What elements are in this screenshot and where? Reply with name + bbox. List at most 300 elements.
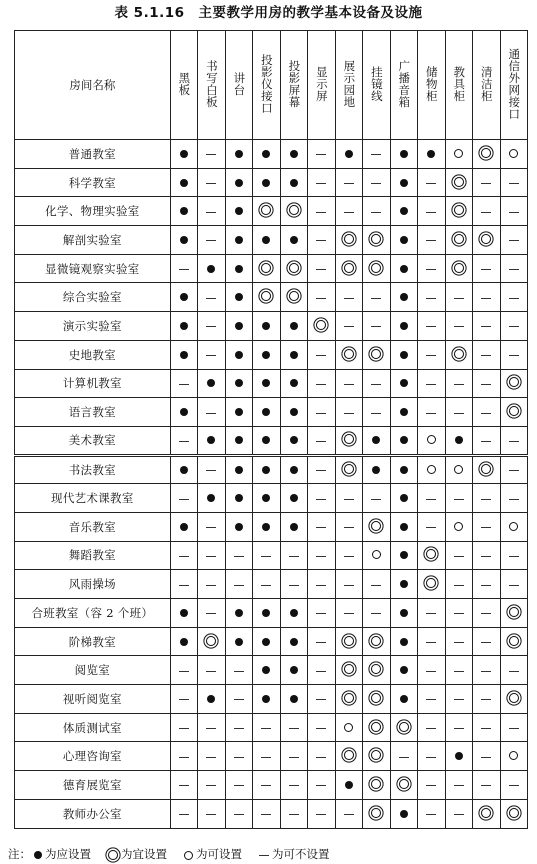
mark-cell (418, 398, 445, 427)
mark-cell (473, 599, 500, 628)
mark-cell (418, 771, 445, 800)
room-name-cell: 音乐教室 (15, 512, 171, 541)
mark-cell (445, 771, 472, 800)
optional-mark-icon (454, 465, 463, 474)
mark-cell (308, 570, 335, 599)
not-required-mark-icon (261, 728, 271, 729)
not-required-mark-icon (426, 499, 436, 500)
required-mark-icon (290, 379, 298, 387)
mark-cell (198, 226, 225, 255)
not-required-mark-icon (316, 699, 326, 700)
mark-cell (308, 426, 335, 455)
not-required-mark-icon (481, 269, 491, 270)
mark-cell (500, 541, 528, 570)
required-mark-icon (400, 580, 408, 588)
mark-cell (363, 742, 390, 771)
optional-mark-icon (427, 435, 436, 444)
mark-cell (280, 140, 307, 169)
mark-cell (225, 455, 252, 484)
mark-cell (363, 455, 390, 484)
preferred-mark-icon (206, 636, 216, 646)
not-required-mark-icon (316, 757, 326, 758)
optional-mark-icon (454, 149, 463, 158)
mark-cell (445, 140, 472, 169)
header-equipment: 教具柜 (445, 31, 472, 140)
table-row (15, 340, 528, 369)
required-mark-icon (180, 207, 188, 215)
mark-cell (418, 512, 445, 541)
optional-mark-icon (454, 522, 463, 531)
not-required-mark-icon (316, 585, 326, 586)
required-mark-icon (262, 408, 270, 416)
not-required-mark-icon (481, 355, 491, 356)
mark-cell (445, 369, 472, 398)
not-required-mark-icon (206, 814, 216, 815)
mark-cell (473, 541, 500, 570)
required-mark-icon (290, 609, 298, 617)
mark-cell (500, 685, 528, 714)
not-required-mark-icon (206, 326, 216, 327)
mark-cell (418, 570, 445, 599)
mark-cell (198, 771, 225, 800)
preferred-mark-icon (426, 549, 436, 559)
mark-cell (390, 541, 417, 570)
not-required-mark-icon (481, 642, 491, 643)
not-required-mark-icon (261, 556, 271, 557)
mark-cell (473, 197, 500, 226)
mark-cell (225, 627, 252, 656)
not-required-mark-icon (261, 757, 271, 758)
mark-cell (170, 254, 197, 283)
legend-prefix: 注： (8, 847, 31, 861)
room-name-cell: 科学教室 (15, 168, 171, 197)
mark-cell (500, 140, 528, 169)
header-equipment: 清洁柜 (473, 31, 500, 140)
room-name-cell: 史地教室 (15, 340, 171, 369)
mark-cell (225, 226, 252, 255)
mark-cell (363, 369, 390, 398)
table-row (15, 455, 528, 484)
not-required-mark-icon (261, 814, 271, 815)
mark-cell (253, 484, 280, 513)
mark-cell (280, 742, 307, 771)
required-mark-icon (262, 379, 270, 387)
mark-cell (253, 656, 280, 685)
not-required-mark-icon (481, 613, 491, 614)
required-mark-icon (235, 293, 243, 301)
mark-cell (170, 340, 197, 369)
not-required-mark-icon (481, 585, 491, 586)
mark-cell (198, 254, 225, 283)
mark-cell (335, 369, 362, 398)
not-required-mark-icon (426, 757, 436, 758)
mark-cell (418, 541, 445, 570)
required-mark-icon (235, 322, 243, 330)
room-name-cell: 语言教室 (15, 398, 171, 427)
mark-cell (363, 656, 390, 685)
preferred-mark-icon (344, 434, 354, 444)
mark-cell (170, 226, 197, 255)
preferred-mark-icon (509, 377, 519, 387)
mark-cell (308, 512, 335, 541)
not-required-mark-icon (316, 298, 326, 299)
not-required-mark-icon (206, 585, 216, 586)
required-mark-icon (372, 466, 380, 474)
mark-cell (253, 226, 280, 255)
preferred-mark-icon (371, 808, 381, 818)
not-required-mark-icon (454, 699, 464, 700)
table-row (15, 369, 528, 398)
not-required-mark-icon (206, 298, 216, 299)
not-required-mark-icon (454, 384, 464, 385)
not-required-mark-icon (481, 499, 491, 500)
legend (8, 845, 528, 863)
mark-cell (445, 197, 472, 226)
mark-cell (390, 398, 417, 427)
mark-cell (170, 455, 197, 484)
mark-cell (500, 656, 528, 685)
mark-cell (363, 197, 390, 226)
mark-cell (198, 512, 225, 541)
mark-cell (363, 398, 390, 427)
not-required-mark-icon (481, 671, 491, 672)
mark-cell (418, 340, 445, 369)
mark-cell (418, 369, 445, 398)
not-required-mark-icon (234, 671, 244, 672)
mark-cell (198, 369, 225, 398)
mark-cell (225, 168, 252, 197)
not-required-mark-icon (481, 183, 491, 184)
required-mark-icon (290, 150, 298, 158)
not-required-mark-icon (179, 585, 189, 586)
mark-cell (225, 799, 252, 828)
mark-cell (308, 398, 335, 427)
mark-cell (308, 312, 335, 341)
not-required-mark-icon (344, 814, 354, 815)
mark-cell (390, 484, 417, 513)
table-row (15, 140, 528, 169)
not-required-mark-icon (426, 699, 436, 700)
not-required-mark-icon (426, 326, 436, 327)
mark-cell (280, 398, 307, 427)
mark-cell (445, 484, 472, 513)
mark-cell (500, 512, 528, 541)
optional-mark-icon (372, 550, 381, 559)
preferred-mark-icon (289, 263, 299, 273)
preferred-mark-icon (509, 808, 519, 818)
not-required-mark-icon (481, 757, 491, 758)
mark-cell (225, 426, 252, 455)
mark-cell (225, 512, 252, 541)
required-mark-icon (235, 265, 243, 273)
required-mark-icon (290, 351, 298, 359)
mark-cell (390, 197, 417, 226)
mark-cell (308, 685, 335, 714)
table-row (15, 512, 528, 541)
not-required-mark-icon (454, 728, 464, 729)
mark-cell (445, 713, 472, 742)
mark-cell (253, 398, 280, 427)
not-required-mark-icon (234, 814, 244, 815)
required-mark-icon (345, 150, 353, 158)
not-required-mark-icon (316, 527, 326, 528)
mark-cell (418, 197, 445, 226)
room-name-cell: 阅览室 (15, 656, 171, 685)
mark-cell (363, 599, 390, 628)
mark-cell (418, 656, 445, 685)
mark-cell (198, 484, 225, 513)
not-required-mark-icon (509, 556, 519, 557)
not-required-mark-icon (371, 212, 381, 213)
mark-cell (253, 283, 280, 312)
not-required-mark-icon (371, 384, 381, 385)
not-required-mark-icon (316, 671, 326, 672)
required-mark-icon (400, 666, 408, 674)
preferred-mark-icon (344, 636, 354, 646)
header-equipment: 书写白板 (198, 31, 225, 140)
room-name-cell: 综合实验室 (15, 283, 171, 312)
not-required-mark-icon (509, 441, 519, 442)
mark-cell (363, 226, 390, 255)
required-mark-icon (34, 851, 42, 859)
required-mark-icon (262, 695, 270, 703)
header-equipment: 展示园地 (335, 31, 362, 140)
table-row (15, 541, 528, 570)
mark-cell (225, 283, 252, 312)
not-required-mark-icon (206, 240, 216, 241)
mark-cell (253, 312, 280, 341)
not-required-mark-icon (481, 326, 491, 327)
mark-cell (170, 312, 197, 341)
not-required-mark-icon (316, 556, 326, 557)
not-required-mark-icon (344, 183, 354, 184)
legend-label: 为可不设置 (272, 847, 330, 861)
header-row (15, 31, 528, 140)
not-required-mark-icon (371, 183, 381, 184)
required-mark-icon (262, 179, 270, 187)
mark-cell (390, 426, 417, 455)
not-required-mark-icon (481, 212, 491, 213)
header-equipment: 黑板 (170, 31, 197, 140)
preferred-mark-icon (344, 750, 354, 760)
not-required-mark-icon (509, 269, 519, 270)
mark-cell (418, 168, 445, 197)
preferred-mark-icon (344, 464, 354, 474)
legend-label: 为应设置 (45, 847, 91, 861)
not-required-mark-icon (481, 556, 491, 557)
room-name-cell: 风雨操场 (15, 570, 171, 599)
required-mark-icon (262, 322, 270, 330)
not-required-mark-icon (371, 326, 381, 327)
mark-cell (473, 226, 500, 255)
mark-cell (225, 570, 252, 599)
not-required-mark-icon (179, 499, 189, 500)
not-required-mark-icon (371, 154, 381, 155)
not-required-mark-icon (509, 183, 519, 184)
preferred-mark-icon (454, 234, 464, 244)
mark-cell (390, 312, 417, 341)
mark-cell (335, 484, 362, 513)
mark-cell (225, 197, 252, 226)
mark-cell (500, 771, 528, 800)
preferred-mark-icon (261, 205, 271, 215)
not-required-mark-icon (481, 384, 491, 385)
required-mark-icon (262, 609, 270, 617)
not-required-mark-icon (344, 298, 354, 299)
mark-cell (280, 512, 307, 541)
mark-cell (335, 771, 362, 800)
mark-cell (500, 312, 528, 341)
required-mark-icon (235, 351, 243, 359)
preferred-mark-icon (371, 664, 381, 674)
not-required-mark-icon (179, 757, 189, 758)
not-required-mark-icon (316, 183, 326, 184)
mark-cell (390, 140, 417, 169)
not-required-mark-icon (426, 212, 436, 213)
optional-mark-icon (509, 149, 518, 158)
mark-cell (418, 283, 445, 312)
mark-cell (390, 771, 417, 800)
mark-cell (500, 570, 528, 599)
mark-cell (418, 599, 445, 628)
not-required-mark-icon (426, 298, 436, 299)
mark-cell (445, 627, 472, 656)
mark-cell (225, 771, 252, 800)
required-mark-icon (262, 466, 270, 474)
not-required-mark-icon (426, 269, 436, 270)
required-mark-icon (400, 179, 408, 187)
mark-cell (280, 656, 307, 685)
mark-cell (390, 656, 417, 685)
required-mark-icon (290, 179, 298, 187)
not-required-mark-icon (426, 814, 436, 815)
mark-cell (253, 197, 280, 226)
not-required-mark-icon (261, 785, 271, 786)
table-row (15, 599, 528, 628)
mark-cell (280, 197, 307, 226)
mark-cell (280, 254, 307, 283)
mark-cell (225, 140, 252, 169)
not-required-mark-icon (289, 728, 299, 729)
not-required-mark-icon (206, 212, 216, 213)
room-name-cell: 视听阅览室 (15, 685, 171, 714)
mark-cell (198, 197, 225, 226)
not-required-mark-icon (316, 785, 326, 786)
mark-cell (170, 799, 197, 828)
required-mark-icon (290, 466, 298, 474)
not-required-mark-icon (481, 527, 491, 528)
preferred-mark-icon (454, 177, 464, 187)
mark-cell (280, 713, 307, 742)
mark-cell (445, 168, 472, 197)
header-room-name: 房间名称 (15, 31, 171, 140)
mark-cell (500, 455, 528, 484)
mark-cell (445, 340, 472, 369)
not-required-mark-icon (481, 441, 491, 442)
legend-item (181, 845, 242, 863)
required-mark-icon (290, 236, 298, 244)
required-mark-icon (262, 351, 270, 359)
preferred-mark-icon (481, 148, 491, 158)
room-name-cell: 合班教室（容 2 个班） (15, 599, 171, 628)
mark-cell (253, 742, 280, 771)
mark-cell (198, 398, 225, 427)
not-required-mark-icon (481, 413, 491, 414)
not-required-mark-icon (509, 728, 519, 729)
mark-cell (198, 742, 225, 771)
mark-cell (335, 340, 362, 369)
mark-cell (500, 799, 528, 828)
mark-cell (170, 140, 197, 169)
not-required-mark-icon (454, 785, 464, 786)
required-mark-icon (290, 494, 298, 502)
not-required-mark-icon (261, 585, 271, 586)
table-row (15, 627, 528, 656)
mark-cell (335, 512, 362, 541)
not-required-mark-icon (426, 384, 436, 385)
table-title: 表 5.1.16 主要教学用房的教学基本设备及设施 (114, 5, 423, 21)
mark-cell (280, 283, 307, 312)
mark-cell (308, 541, 335, 570)
legend-label: 为宜设置 (121, 847, 167, 861)
not-required-mark-icon (206, 527, 216, 528)
not-required-mark-icon (509, 671, 519, 672)
mark-cell (418, 627, 445, 656)
required-mark-icon (207, 436, 215, 444)
room-name-cell: 体质测试室 (15, 713, 171, 742)
mark-cell (170, 541, 197, 570)
optional-mark-icon (344, 723, 353, 732)
mark-cell (445, 570, 472, 599)
mark-cell (473, 742, 500, 771)
mark-cell (418, 254, 445, 283)
required-mark-icon (290, 322, 298, 330)
not-required-mark-icon (206, 413, 216, 414)
mark-cell (253, 627, 280, 656)
mark-cell (500, 742, 528, 771)
mark-cell (170, 484, 197, 513)
required-mark-icon (235, 436, 243, 444)
not-required-mark-icon (426, 413, 436, 414)
required-mark-icon (235, 638, 243, 646)
required-mark-icon (180, 638, 188, 646)
not-required-mark-icon (371, 499, 381, 500)
mark-cell (308, 226, 335, 255)
mark-cell (335, 455, 362, 484)
required-mark-icon (400, 236, 408, 244)
mark-cell (473, 512, 500, 541)
mark-cell (170, 656, 197, 685)
mark-cell (390, 512, 417, 541)
preferred-mark-icon (454, 263, 464, 273)
preferred-mark-icon (371, 722, 381, 732)
mark-cell (363, 140, 390, 169)
mark-cell (253, 512, 280, 541)
required-mark-icon (290, 523, 298, 531)
required-mark-icon (235, 609, 243, 617)
mark-cell (198, 168, 225, 197)
mark-cell (170, 627, 197, 656)
not-required-mark-icon (179, 699, 189, 700)
required-mark-icon (180, 523, 188, 531)
mark-cell (308, 799, 335, 828)
mark-cell (473, 713, 500, 742)
required-mark-icon (180, 236, 188, 244)
table-row (15, 283, 528, 312)
not-required-mark-icon (344, 384, 354, 385)
mark-cell (363, 254, 390, 283)
mark-cell (363, 283, 390, 312)
